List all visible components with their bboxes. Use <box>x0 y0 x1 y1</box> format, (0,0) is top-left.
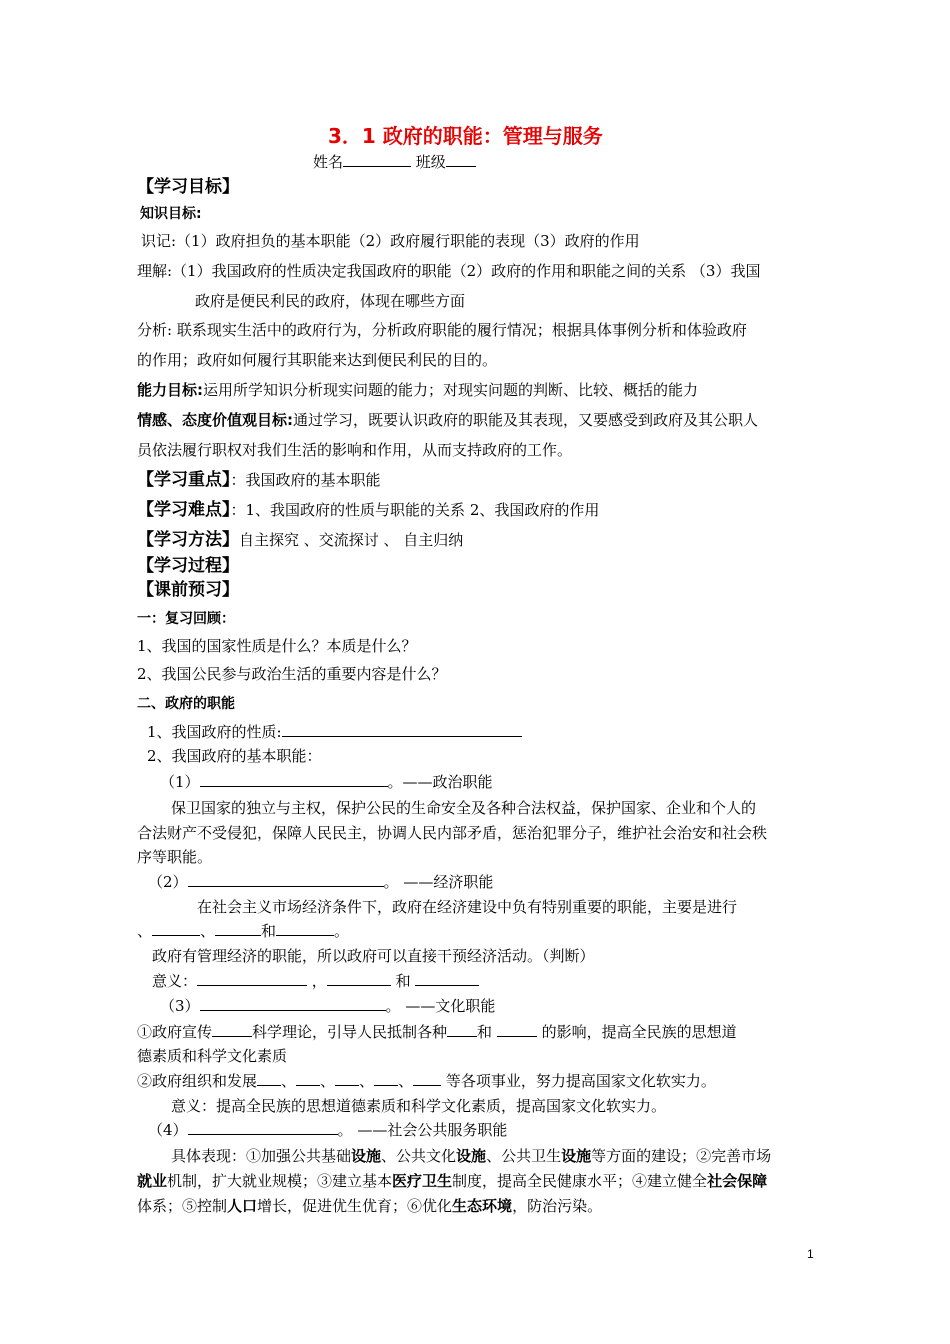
methods-label: 【学习方法】 <box>137 530 239 550</box>
f3-blank[interactable] <box>200 996 386 1011</box>
class-blank[interactable] <box>446 152 476 167</box>
f3-b-sep: 、 <box>398 1072 414 1090</box>
f2-sep2: 、 <box>200 922 216 940</box>
f2-meaning-blank-c[interactable] <box>415 971 479 986</box>
objectives-heading: 【学习目标】 <box>137 177 239 197</box>
f3-b-sep: 、 <box>320 1072 336 1090</box>
f4-l1-d: 设施 <box>456 1147 487 1165</box>
recall-text: 识记:（1）政府担负的基本职能（2）政府履行职能的表现（3）政府的作用 <box>141 232 640 250</box>
nature-blank[interactable] <box>282 722 522 737</box>
methods-text: 自主探究 、交流探讨 、 自主归纳 <box>239 531 464 549</box>
f3-b-sep: 、 <box>359 1072 375 1090</box>
process-heading: 【学习过程】 <box>137 556 239 576</box>
key-points <box>137 470 381 490</box>
f4-l2-a: 就业 <box>137 1172 168 1190</box>
f4-l1-f: 设施 <box>561 1147 592 1165</box>
f3-b-blank-2[interactable] <box>296 1071 320 1086</box>
f3-b-1: ②政府组织和发展 <box>137 1072 258 1090</box>
f3-item-a <box>137 1022 737 1042</box>
f4-l1-a: 具体表现：①加强公共基础 <box>171 1147 352 1165</box>
f1-tail: 。——政治职能 <box>387 773 493 791</box>
page-number: 1 <box>807 1247 814 1261</box>
class-label: 班级 <box>415 153 446 171</box>
function-political <box>160 772 493 792</box>
understand-text-2: 政府是便民利民的政府，体现在哪些方面 <box>195 292 466 310</box>
function-public-service <box>148 1120 507 1140</box>
f2-num: （2） <box>148 873 188 891</box>
f3-b-blank-1[interactable] <box>257 1071 281 1086</box>
f2-and: 和 <box>261 922 277 940</box>
function-cultural <box>160 996 495 1016</box>
f3-b-blank-5[interactable] <box>413 1071 441 1086</box>
f3-a-5: 德素质和科学文化素质 <box>137 1047 288 1065</box>
f4-l3-e: ，防治污染。 <box>512 1197 603 1215</box>
f4-l2-e: 社会保障 <box>707 1172 768 1190</box>
f4-tail: 。 ——社会公共服务职能 <box>337 1121 508 1139</box>
basic-functions-label: 2、我国政府的基本职能： <box>147 747 322 765</box>
f4-l1-e: 、公共卫生 <box>486 1147 562 1165</box>
f2-blank[interactable] <box>188 872 384 887</box>
f3-b-end: 等各项事业，努力提高国家文化软实力。 <box>445 1072 716 1090</box>
f2-meaning-and: 和 <box>395 972 411 990</box>
understand-text-1: 理解:（1）我国政府的性质决定我国政府的职能（2）政府的作用和职能之间的关系 （3）我国 <box>137 262 761 280</box>
f4-l2-b: 机制，扩大就业规模；③建立基本 <box>167 1172 393 1190</box>
f4-l3-b: 人口 <box>227 1197 258 1215</box>
difficulties <box>137 500 599 520</box>
emotion-text-1: 通过学习，既要认识政府的职能及其表现，又要感受到政府及其公职人 <box>293 411 759 429</box>
f2-meaning-label: 意义： <box>152 972 198 990</box>
ability-text: 运用所学知识分析现实问题的能力；对现实问题的判断、比较、概括的能力 <box>203 381 699 399</box>
f3-tail: 。 ——文化职能 <box>385 997 496 1015</box>
f4-l3-c: 增长，促进优生优育；⑥优化 <box>257 1197 453 1215</box>
f2-end: 。 <box>334 922 350 940</box>
f1-desc-2: 合法财产不受侵犯，保障人民民主，协调人民内部矛盾，惩治犯罪分子，维护社会治安和社会秩 <box>137 824 768 842</box>
f4-line-2 <box>137 1171 767 1191</box>
review-heading: 一：复习回顾： <box>137 611 235 627</box>
f4-l2-d: 制度，提高全民健康水平；④建立健全 <box>452 1172 708 1190</box>
f2-blank-a[interactable] <box>152 921 200 936</box>
f4-l3-d: 生态环境 <box>452 1197 513 1215</box>
emotion-label: 情感、态度价值观目标: <box>137 411 293 429</box>
f3-a-3: 和 <box>477 1023 493 1041</box>
functions-heading: 二、政府的职能 <box>137 696 235 712</box>
review-question-2: 2、我国公民参与政治生活的重要内容是什么？ <box>137 665 447 683</box>
f3-a-1: ①政府宣传 <box>137 1023 213 1041</box>
f3-a-blank-1[interactable] <box>212 1022 252 1037</box>
name-label: 姓名 <box>313 153 344 171</box>
difficulties-label: 【学习难点】 <box>137 500 231 520</box>
f3-b-blank-4[interactable] <box>374 1071 398 1086</box>
f4-l1-b: 设施 <box>351 1147 382 1165</box>
f3-item-b <box>137 1071 716 1091</box>
f2-judge: 政府有管理经济的职能，所以政府可以直接干预经济活动。（判断） <box>152 947 595 965</box>
f2-blank-b[interactable] <box>215 921 261 936</box>
f2-sep1: 、 <box>137 922 153 940</box>
f4-l3-a: 体系；⑤控制 <box>137 1197 228 1215</box>
f4-line-1 <box>171 1146 771 1166</box>
page-title: 3．1 政府的职能：管理与服务 <box>328 124 603 148</box>
f4-line-3 <box>137 1196 602 1216</box>
knowledge-label: 知识目标: <box>140 206 202 222</box>
difficulties-text: ：1、我国政府的性质与职能的关系 2、我国政府的作用 <box>230 501 600 519</box>
key-points-label: 【学习重点】 <box>137 470 231 490</box>
ability-label: 能力目标: <box>137 381 203 399</box>
f2-meaning-blank-a[interactable] <box>197 971 307 986</box>
f2-blank-c[interactable] <box>276 921 334 936</box>
f4-num: （4） <box>148 1121 188 1139</box>
ability-objective <box>137 380 698 400</box>
f2-tail: 。 ——经济职能 <box>383 873 494 891</box>
analyze-text-1: 分析: 联系现实生活中的政府行为，分析政府职能的履行情况；根据具体事例分析和体验政府 <box>137 321 747 339</box>
f2-meaning <box>152 971 479 991</box>
nature-label: 1、我国政府的性质: <box>147 723 282 741</box>
review-question-1: 1、我国的国家性质是什么？本质是什么？ <box>137 637 417 655</box>
emotion-text-2: 员依法履行职权对我们生活的影响和作用，从而支持政府的工作。 <box>137 441 573 459</box>
f3-b-blank-3[interactable] <box>335 1071 359 1086</box>
f4-l1-g: 等方面的建设；②完善市场 <box>591 1147 772 1165</box>
f3-a-4: 的影响，提高全民族的思想道 <box>541 1023 737 1041</box>
f4-l1-c: 、公共文化 <box>381 1147 457 1165</box>
f2-meaning-blank-b[interactable] <box>327 971 391 986</box>
f4-l2-c: 医疗卫生 <box>392 1172 453 1190</box>
f1-desc-1: 保卫国家的独立与主权，保护公民的生命安全及各种合法权益，保护国家、企业和个人的 <box>171 799 757 817</box>
f1-blank[interactable] <box>200 772 388 787</box>
f2-meaning-comma: ， <box>311 972 327 990</box>
f3-a-blank-3[interactable] <box>497 1022 537 1037</box>
emotion-objective <box>137 410 758 430</box>
f1-num: （1） <box>160 773 200 791</box>
f3-a-blank-2[interactable] <box>447 1022 477 1037</box>
f2-desc-2 <box>137 921 349 941</box>
f2-desc-1: 在社会主义市场经济条件下，政府在经济建设中负有特别重要的职能，主要是进行 <box>197 898 738 916</box>
f3-b-sep: 、 <box>281 1072 297 1090</box>
key-points-text: ：我国政府的基本职能 <box>230 471 381 489</box>
student-info <box>313 152 476 172</box>
f3-a-2: 科学理论，引导人民抵制各种 <box>252 1023 448 1041</box>
function-economic <box>148 872 493 892</box>
analyze-text-2: 的作用；政府如何履行其职能来达到便民利民的目的。 <box>137 351 498 369</box>
f4-blank[interactable] <box>188 1120 338 1135</box>
f1-desc-3: 序等职能。 <box>137 848 213 866</box>
name-blank[interactable] <box>343 152 411 167</box>
government-nature <box>147 722 522 742</box>
f3-num: （3） <box>160 997 200 1015</box>
f3-meaning: 意义：提高全民族的思想道德素质和科学文化素质，提高国家文化软实力。 <box>171 1097 667 1115</box>
methods <box>137 530 463 550</box>
preview-heading: 【课前预习】 <box>137 580 239 600</box>
